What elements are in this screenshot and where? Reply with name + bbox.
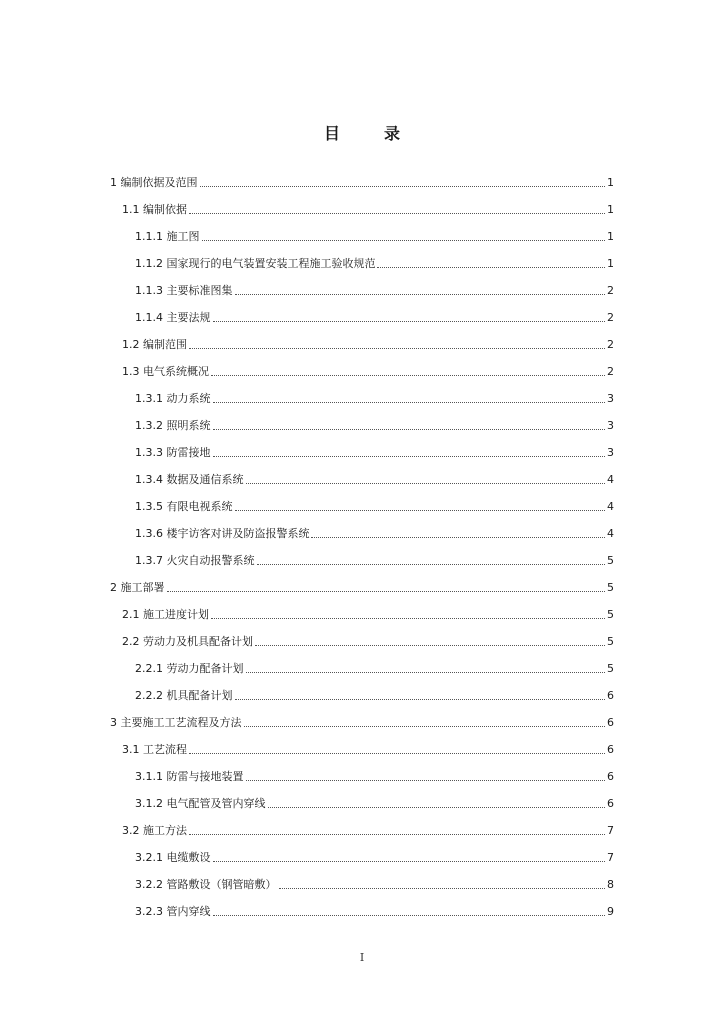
toc-entry[interactable] <box>0 169 724 196</box>
dot-leader <box>235 699 606 700</box>
toc-entry[interactable] <box>0 574 724 601</box>
table-of-contents <box>0 169 724 925</box>
toc-entry-page-number: 3 <box>607 391 614 405</box>
toc-entry-label: 3.1 工艺流程 <box>122 742 187 756</box>
toc-entry[interactable] <box>0 412 724 439</box>
dot-leader <box>279 888 606 889</box>
dot-leader <box>213 915 606 916</box>
dot-leader <box>189 348 605 349</box>
toc-entry-label: 3.2 施工方法 <box>122 823 187 837</box>
dot-leader <box>211 375 605 376</box>
dot-leader <box>213 861 606 862</box>
toc-entry-label: 3.2.3 管内穿线 <box>135 904 211 918</box>
toc-entry-page-number: 4 <box>607 499 614 513</box>
toc-entry[interactable] <box>0 763 724 790</box>
toc-entry-page-number: 6 <box>607 796 614 810</box>
toc-entry[interactable] <box>0 628 724 655</box>
toc-entry-page-number: 2 <box>607 310 614 324</box>
toc-entry-label: 3.2.1 电缆敷设 <box>135 850 211 864</box>
dot-leader <box>377 267 605 268</box>
dot-leader <box>246 780 606 781</box>
toc-entry[interactable] <box>0 601 724 628</box>
toc-entry-page-number: 9 <box>607 904 614 918</box>
toc-entry[interactable] <box>0 223 724 250</box>
dot-leader <box>311 537 605 538</box>
toc-entry-page-number: 2 <box>607 337 614 351</box>
toc-entry-page-number: 6 <box>607 769 614 783</box>
toc-entry[interactable] <box>0 736 724 763</box>
toc-entry-page-number: 4 <box>607 472 614 486</box>
dot-leader <box>213 402 606 403</box>
dot-leader <box>189 213 605 214</box>
toc-entry[interactable] <box>0 304 724 331</box>
toc-entry-label: 1.3 电气系统概况 <box>122 364 209 378</box>
toc-entry-page-number: 5 <box>607 580 614 594</box>
toc-entry[interactable] <box>0 817 724 844</box>
toc-entry[interactable] <box>0 277 724 304</box>
toc-entry-label: 1.1.1 施工图 <box>135 229 200 243</box>
toc-entry-label: 1.3.1 动力系统 <box>135 391 211 405</box>
toc-entry-label: 1.3.3 防雷接地 <box>135 445 211 459</box>
toc-entry[interactable] <box>0 547 724 574</box>
dot-leader <box>202 240 606 241</box>
toc-entry[interactable] <box>0 520 724 547</box>
toc-entry[interactable] <box>0 196 724 223</box>
dot-leader <box>213 429 606 430</box>
toc-entry-page-number: 8 <box>607 877 614 891</box>
toc-entry-label: 3 主要施工工艺流程及方法 <box>110 715 242 729</box>
dot-leader <box>255 645 605 646</box>
toc-entry[interactable] <box>0 439 724 466</box>
toc-entry-page-number: 3 <box>607 418 614 432</box>
toc-entry-label: 3.1.2 电气配管及管内穿线 <box>135 796 266 810</box>
toc-entry-page-number: 7 <box>607 850 614 864</box>
dot-leader <box>189 834 605 835</box>
toc-entry[interactable] <box>0 655 724 682</box>
toc-entry-label: 1.3.2 照明系统 <box>135 418 211 432</box>
toc-entry-label: 1 编制依据及范围 <box>110 175 198 189</box>
toc-entry[interactable] <box>0 871 724 898</box>
toc-entry-page-number: 1 <box>607 202 614 216</box>
dot-leader <box>235 510 606 511</box>
toc-entry-label: 1.3.6 楼宇访客对讲及防盗报警系统 <box>135 526 310 540</box>
toc-entry-page-number: 5 <box>607 661 614 675</box>
toc-entry-label: 1.1.4 主要法规 <box>135 310 211 324</box>
toc-entry[interactable] <box>0 493 724 520</box>
toc-entry-page-number: 6 <box>607 742 614 756</box>
dot-leader <box>268 807 606 808</box>
dot-leader <box>213 456 606 457</box>
toc-entry-label: 1.3.5 有限电视系统 <box>135 499 233 513</box>
toc-entry-page-number: 5 <box>607 607 614 621</box>
toc-entry[interactable] <box>0 331 724 358</box>
toc-entry-page-number: 1 <box>607 229 614 243</box>
toc-entry-page-number: 5 <box>607 634 614 648</box>
toc-entry-label: 1.2 编制范围 <box>122 337 187 351</box>
toc-entry[interactable] <box>0 709 724 736</box>
toc-entry[interactable] <box>0 466 724 493</box>
dot-leader <box>167 591 606 592</box>
toc-entry-page-number: 1 <box>607 175 614 189</box>
toc-entry[interactable] <box>0 898 724 925</box>
toc-entry[interactable] <box>0 790 724 817</box>
toc-entry-page-number: 6 <box>607 715 614 729</box>
toc-entry-label: 3.2.2 管路敷设（钢管暗敷） <box>135 877 277 891</box>
toc-entry-label: 2.2.2 机具配备计划 <box>135 688 233 702</box>
toc-entry-page-number: 2 <box>607 283 614 297</box>
toc-entry-label: 2.2.1 劳动力配备计划 <box>135 661 244 675</box>
toc-entry-page-number: 3 <box>607 445 614 459</box>
toc-entry-label: 1.3.4 数据及通信系统 <box>135 472 244 486</box>
dot-leader <box>200 186 606 187</box>
dot-leader <box>257 564 606 565</box>
dot-leader <box>235 294 606 295</box>
toc-entry-label: 2 施工部署 <box>110 580 165 594</box>
dot-leader <box>189 753 605 754</box>
dot-leader <box>246 672 606 673</box>
toc-entry-label: 1.1 编制依据 <box>122 202 187 216</box>
toc-entry[interactable] <box>0 250 724 277</box>
dot-leader <box>211 618 605 619</box>
page-title: 目 录 <box>323 124 414 143</box>
toc-entry-label: 1.3.7 火灾自动报警系统 <box>135 553 255 567</box>
toc-entry-page-number: 4 <box>607 526 614 540</box>
toc-entry-label: 2.1 施工进度计划 <box>122 607 209 621</box>
toc-entry-label: 2.2 劳动力及机具配备计划 <box>122 634 253 648</box>
toc-entry-page-number: 2 <box>607 364 614 378</box>
toc-entry-label: 3.1.1 防雷与接地装置 <box>135 769 244 783</box>
toc-entry-page-number: 7 <box>607 823 614 837</box>
dot-leader <box>246 483 606 484</box>
dot-leader <box>244 726 606 727</box>
toc-entry[interactable] <box>0 682 724 709</box>
toc-entry-page-number: 1 <box>607 256 614 270</box>
toc-entry[interactable] <box>0 358 724 385</box>
toc-entry-label: 1.1.2 国家现行的电气装置安装工程施工验收规范 <box>135 256 376 270</box>
dot-leader <box>213 321 606 322</box>
toc-entry[interactable] <box>0 385 724 412</box>
toc-entry[interactable] <box>0 844 724 871</box>
toc-entry-page-number: 5 <box>607 553 614 567</box>
toc-entry-label: 1.1.3 主要标准图集 <box>135 283 233 297</box>
toc-entry-page-number: 6 <box>607 688 614 702</box>
page-number: I <box>359 951 365 964</box>
